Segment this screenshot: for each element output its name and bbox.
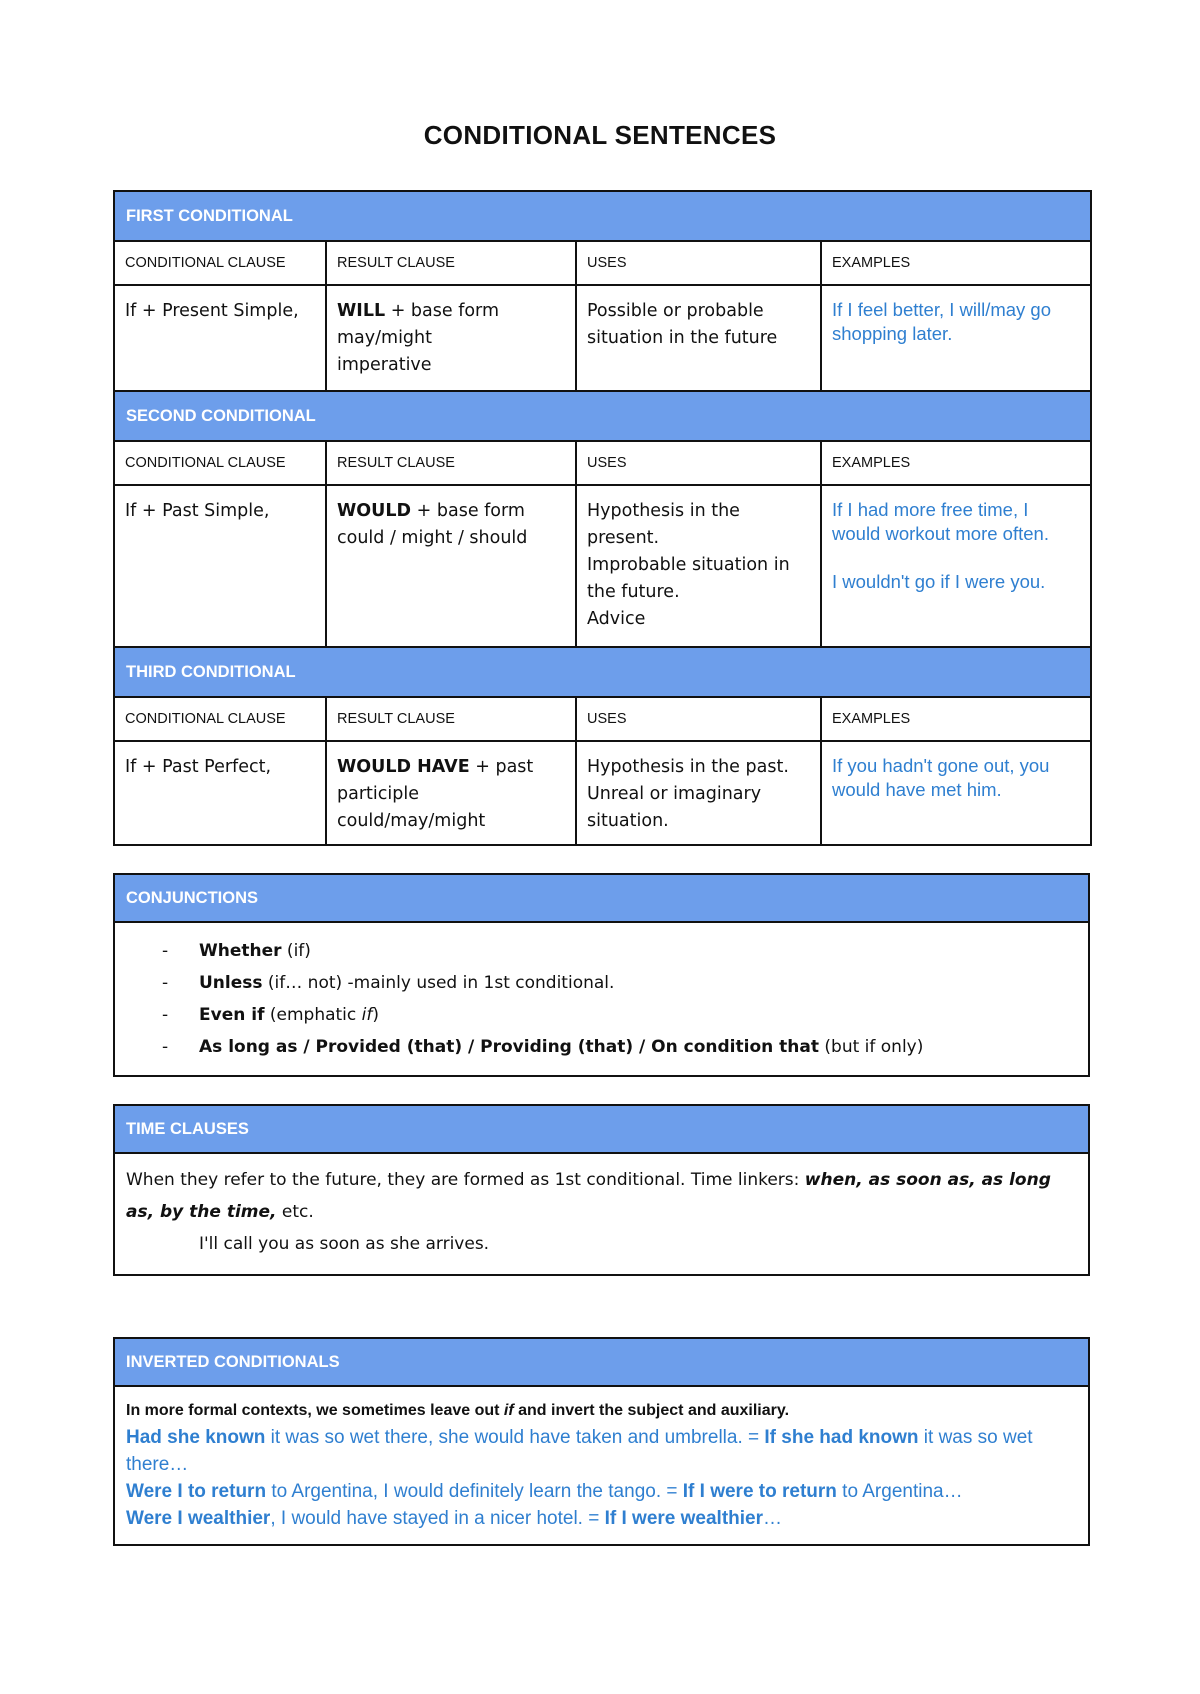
col-result-clause: RESULT CLAUSE <box>326 697 576 741</box>
column-headers <box>114 241 1091 285</box>
conjunctions-header: CONJUNCTIONS <box>115 875 1088 923</box>
inverted-conditionals-body <box>115 1387 1088 1544</box>
inverted-lead: In more formal contexts, we sometimes leave out if and invert the subject and auxiliary. <box>126 1402 790 1419</box>
time-clauses-body: When they refer to the future, they are formed as 1st conditional. Time linkers: when, as soon as, as long as, by the time, etc. I'll call you as soon as she arrives. <box>115 1154 1088 1274</box>
second-conditional-row <box>114 485 1091 647</box>
third-conditional-header: THIRD CONDITIONAL <box>115 648 1090 696</box>
col-uses: USES <box>576 441 821 485</box>
first-clause: If + Present Simple, <box>114 285 326 391</box>
second-result: WOULD + base form could / might / should <box>326 485 576 647</box>
column-headers <box>114 697 1091 741</box>
col-result-clause: RESULT CLAUSE <box>326 441 576 485</box>
col-conditional-clause: CONDITIONAL CLAUSE <box>114 241 326 285</box>
inverted-conditionals-box <box>113 1337 1090 1546</box>
time-clauses-box <box>113 1104 1090 1276</box>
col-uses: USES <box>576 241 821 285</box>
first-uses: Possible or probable situation in the future <box>576 285 821 391</box>
time-clauses-example: I'll call you as soon as she arrives. <box>199 1234 490 1254</box>
conditionals-table <box>113 190 1090 846</box>
first-result: WILL + base form may/might imperative <box>326 285 576 391</box>
col-examples: EXAMPLES <box>821 697 1091 741</box>
inverted-example: Had she known it was so wet there, she would have taken and umbrella. = If she had known it was so wet there… <box>126 1427 1033 1475</box>
second-conditional-header: SECOND CONDITIONAL <box>115 392 1090 440</box>
list-item: - Unless (if… not) -mainly used in 1st conditional. <box>162 973 615 993</box>
first-example: If I feel better, I will/may go shopping later. <box>821 285 1091 391</box>
first-conditional-row <box>114 285 1091 391</box>
inverted-example: Were I wealthier, I would have stayed in a nicer hotel. = If I were wealthier… <box>126 1508 783 1529</box>
col-conditional-clause: CONDITIONAL CLAUSE <box>114 697 326 741</box>
col-examples: EXAMPLES <box>821 441 1091 485</box>
third-clause: If + Past Perfect, <box>114 741 326 845</box>
list-item: - Even if (emphatic if) <box>162 1005 380 1025</box>
first-conditional-header: FIRST CONDITIONAL <box>115 192 1090 240</box>
col-result-clause: RESULT CLAUSE <box>326 241 576 285</box>
time-clauses-header: TIME CLAUSES <box>115 1106 1088 1154</box>
second-clause: If + Past Simple, <box>114 485 326 647</box>
inverted-conditionals-header: INVERTED CONDITIONALS <box>115 1339 1088 1387</box>
third-uses: Hypothesis in the past. Unreal or imaginary situation. <box>576 741 821 845</box>
second-uses: Hypothesis in the present. Improbable situation in the future. Advice <box>576 485 821 647</box>
third-result: WOULD HAVE + past participle could/may/might <box>326 741 576 845</box>
second-example: If I had more free time, I would workout more often. I wouldn't go if I were you. <box>821 485 1091 647</box>
col-examples: EXAMPLES <box>821 241 1091 285</box>
third-conditional-row <box>114 741 1091 845</box>
col-conditional-clause: CONDITIONAL CLAUSE <box>114 441 326 485</box>
list-item: - Whether (if) <box>162 941 311 961</box>
page-title: CONDITIONAL SENTENCES <box>423 120 777 150</box>
list-item: - As long as / Provided (that) / Providing (that) / On condition that (but if only) <box>162 1037 924 1057</box>
conjunctions-box <box>113 873 1090 1077</box>
third-example: If you hadn't gone out, you would have met him. <box>821 741 1091 845</box>
conjunctions-list <box>115 923 1088 1075</box>
inverted-example: Were I to return to Argentina, I would definitely learn the tango. = If I were to return to Argentina… <box>126 1481 963 1502</box>
col-uses: USES <box>576 697 821 741</box>
column-headers <box>114 441 1091 485</box>
